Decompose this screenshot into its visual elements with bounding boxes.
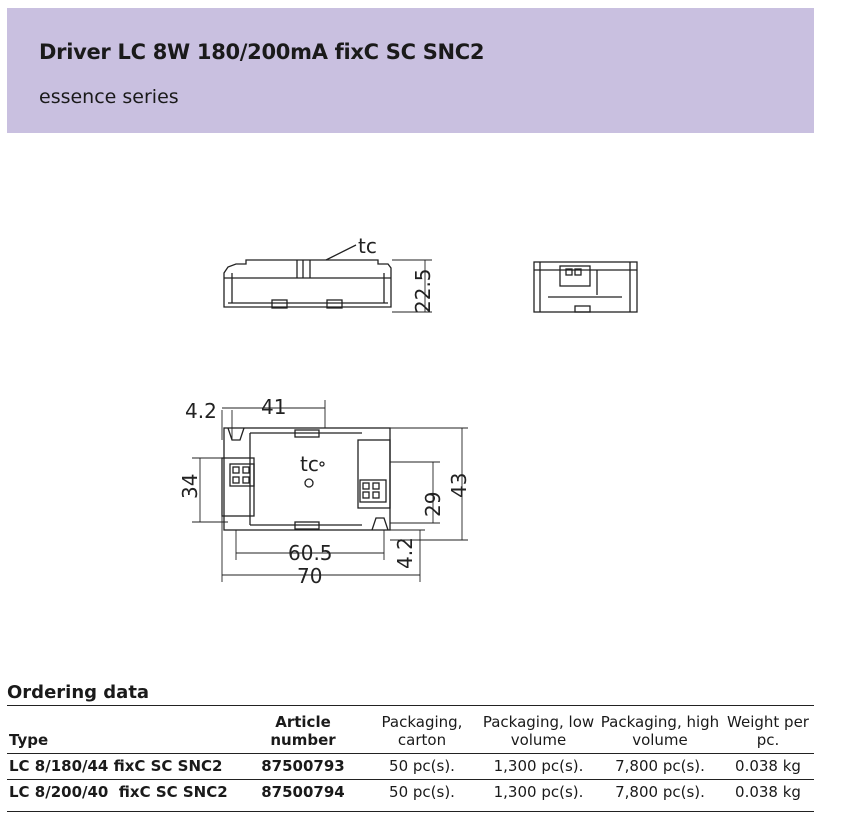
- cell-low-volume: 1,300 pc(s).: [479, 780, 598, 806]
- bottom-offset-dimension: 4.2: [393, 537, 417, 569]
- cell-low-volume: 1,300 pc(s).: [479, 754, 598, 780]
- cell-weight: 0.038 kg: [722, 780, 814, 806]
- inner-height-dimension: 29: [421, 491, 445, 517]
- cell-weight: 0.038 kg: [722, 754, 814, 780]
- total-height-dimension: 43: [447, 472, 471, 498]
- ordering-table: [7, 713, 814, 805]
- tc-top-label: tc: [300, 452, 319, 476]
- table-bottom-rule: [7, 811, 814, 812]
- terminal-offset-dimension: 4.2: [185, 399, 217, 423]
- end-view: [534, 262, 637, 312]
- cell-type: LC 8/180/44 fixC SC SNC2: [7, 754, 241, 780]
- mount-distance-dimension: 60.5: [288, 541, 333, 565]
- section-title: Ordering data: [7, 682, 150, 703]
- col-type: Type: [9, 731, 49, 749]
- height-dimension: 22.5: [411, 268, 435, 313]
- tc-label: tc: [358, 234, 377, 258]
- terminal-span-dimension: 41: [261, 395, 287, 419]
- col-article: Article number: [270, 713, 336, 749]
- page-title: Driver LC 8W 180/200mA fixC SC SNC2: [39, 40, 485, 64]
- cell-carton: 50 pc(s).: [365, 754, 479, 780]
- table-row: [7, 754, 814, 780]
- cell-article: 87500793: [241, 754, 365, 780]
- cell-article: 87500794: [241, 780, 365, 806]
- side-view: [224, 245, 432, 312]
- section-rule: [7, 705, 814, 706]
- col-carton: Packaging, carton: [381, 713, 463, 749]
- cell-type: LC 8/200/40 fixC SC SNC2: [7, 780, 241, 806]
- total-length-dimension: 70: [297, 564, 323, 588]
- col-high-volume: Packaging, high volume: [600, 713, 720, 749]
- cell-carton: 50 pc(s).: [365, 780, 479, 806]
- table-row: [7, 780, 814, 806]
- page-subtitle: essence series: [39, 86, 179, 108]
- cell-high-volume: 7,800 pc(s).: [598, 754, 722, 780]
- table-header-row: [7, 713, 814, 754]
- col-weight: Weight per pc.: [727, 713, 809, 749]
- left-block-dimension: 34: [178, 473, 202, 499]
- col-low-volume: Packaging, low volume: [482, 713, 595, 749]
- cell-high-volume: 7,800 pc(s).: [598, 780, 722, 806]
